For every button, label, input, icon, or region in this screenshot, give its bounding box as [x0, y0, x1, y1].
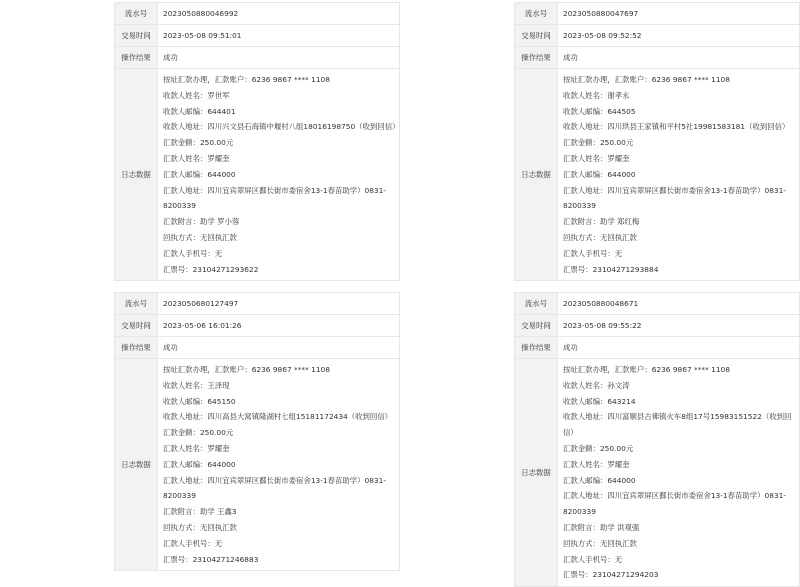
log-line: 汇款人手机号：无 — [163, 248, 223, 258]
log-data — [158, 359, 400, 571]
time-label: 交易时间 — [115, 25, 158, 47]
serial-label: 流水号 — [515, 293, 558, 315]
result-value: 成功 — [158, 337, 400, 359]
log-line: 收款人地址：四川高县大窝镇隆湖村七组15181172434（收到回信） — [163, 412, 393, 422]
result-value: 成功 — [558, 47, 800, 69]
log-line: 汇款人地址：四川宜宾翠屏区鄱长街市委宿舍13-1春苗助学）0831-8200339 — [163, 475, 387, 501]
log-line: 汇款金额：250.00元 — [163, 138, 234, 148]
log-line: 汇款人地址：四川宜宾翠屏区鄱长街市委宿舍13-1春苗助学）0831-8200339 — [563, 491, 787, 517]
result-label: 操作结果 — [515, 47, 558, 69]
log-line: 汇款金额：250.00元 — [563, 138, 634, 148]
serial-label: 流水号 — [115, 3, 158, 25]
log-line: 汇款附言：助学 罗小蓉 — [163, 217, 240, 227]
transaction-record — [514, 2, 800, 281]
log-line: 收款人姓名：王泽现 — [163, 380, 230, 390]
log-line: 收款人地址：四川珙县王家镇和平村5社19981583181（收到回信） — [563, 122, 790, 132]
log-data — [558, 69, 800, 281]
log-line: 汇款人手机号：无 — [563, 248, 623, 258]
serial-value: 2023050880046992 — [158, 3, 400, 25]
log-line: 汇款附言：助学 郑红梅 — [563, 217, 640, 227]
log-line: 汇款人手机号：无 — [563, 554, 623, 564]
time-value: 2023-05-08 09:52:52 — [558, 25, 800, 47]
log-line: 汇款人邮编：644000 — [563, 475, 636, 485]
result-label: 操作结果 — [115, 47, 158, 69]
log-line: 汇票号：23104271293884 — [563, 264, 659, 274]
log-line: 收款人邮编：643214 — [563, 396, 636, 406]
log-line: 汇款人姓名：罗耀奎 — [563, 459, 630, 469]
log-line: 收款人姓名：罗世军 — [163, 90, 230, 100]
log-line: 按址汇款办理，汇款账户：6236 9867 **** 1108 — [163, 365, 330, 374]
log-label: 日志数据 — [115, 69, 158, 281]
time-label: 交易时间 — [515, 315, 558, 337]
result-value: 成功 — [158, 47, 400, 69]
log-line: 汇票号：23104271294203 — [563, 570, 659, 580]
log-line: 收款人地址：四川富顺县古佛镇火车8组17号15983151522（收到回信） — [563, 412, 792, 438]
serial-label: 流水号 — [515, 3, 558, 25]
log-line: 汇款金额：250.00元 — [563, 443, 634, 453]
time-value: 2023-05-08 09:51:01 — [158, 25, 400, 47]
log-data — [158, 69, 400, 281]
log-line: 汇款人手机号：无 — [163, 538, 223, 548]
time-value: 2023-05-08 09:55:22 — [558, 315, 800, 337]
log-line: 汇款金额：250.00元 — [163, 428, 234, 438]
log-line: 汇票号：23104271246883 — [163, 554, 259, 564]
log-line: 回执方式：无回执汇款 — [163, 232, 237, 242]
log-line: 收款人邮编：645150 — [163, 396, 236, 406]
serial-label: 流水号 — [115, 293, 158, 315]
log-line: 汇款附言：助学 王鑫3 — [163, 507, 237, 517]
log-line: 汇款人姓名：罗耀奎 — [163, 153, 230, 163]
log-line: 收款人地址：四川兴文县石海镇中堰村八组18016198750（收到回信） — [163, 122, 400, 132]
log-line: 汇款人邮编：644000 — [163, 459, 236, 469]
result-label: 操作结果 — [115, 337, 158, 359]
log-line: 汇款人姓名：罗耀奎 — [563, 153, 630, 163]
time-label: 交易时间 — [515, 25, 558, 47]
log-line: 汇款人地址：四川宜宾翠屏区鄱长街市委宿舍13-1春苗助学）0831-8200339 — [163, 185, 387, 211]
log-line: 按址汇款办理，汇款账户：6236 9867 **** 1108 — [563, 365, 730, 374]
serial-value: 2023050880047697 — [558, 3, 800, 25]
log-line: 回执方式：无回执汇款 — [563, 538, 637, 548]
log-line: 汇款人邮编：644000 — [563, 169, 636, 179]
log-data — [558, 359, 800, 587]
transaction-record — [114, 2, 400, 281]
log-label: 日志数据 — [115, 359, 158, 571]
serial-value: 2023050880048671 — [558, 293, 800, 315]
transaction-record — [114, 292, 400, 571]
time-label: 交易时间 — [115, 315, 158, 337]
log-line: 汇款人姓名：罗耀奎 — [163, 443, 230, 453]
transaction-record — [514, 292, 800, 587]
log-line: 按址汇款办理，汇款账户：6236 9867 **** 1108 — [163, 75, 330, 84]
result-value: 成功 — [558, 337, 800, 359]
log-line: 收款人邮编：644401 — [163, 106, 236, 116]
time-value: 2023-05-06 16:01:26 — [158, 315, 400, 337]
log-line: 收款人姓名：谢孝永 — [563, 90, 630, 100]
log-line: 收款人姓名：孙文涛 — [563, 380, 630, 390]
log-line: 收款人邮编：644505 — [563, 106, 636, 116]
log-line: 回执方式：无回执汇款 — [563, 232, 637, 242]
serial-value: 2023050680127497 — [158, 293, 400, 315]
log-line: 按址汇款办理，汇款账户：6236 9867 **** 1108 — [563, 75, 730, 84]
log-line: 汇款人邮编：644000 — [163, 169, 236, 179]
log-label: 日志数据 — [515, 69, 558, 281]
log-line: 汇票号：23104271293622 — [163, 264, 259, 274]
log-line: 回执方式：无回执汇款 — [163, 522, 237, 532]
log-line: 汇款附言：助学 洪观强 — [563, 522, 640, 532]
log-line: 汇款人地址：四川宜宾翠屏区鄱长街市委宿舍13-1春苗助学）0831-8200339 — [563, 185, 787, 211]
log-label: 日志数据 — [515, 359, 558, 587]
result-label: 操作结果 — [515, 337, 558, 359]
